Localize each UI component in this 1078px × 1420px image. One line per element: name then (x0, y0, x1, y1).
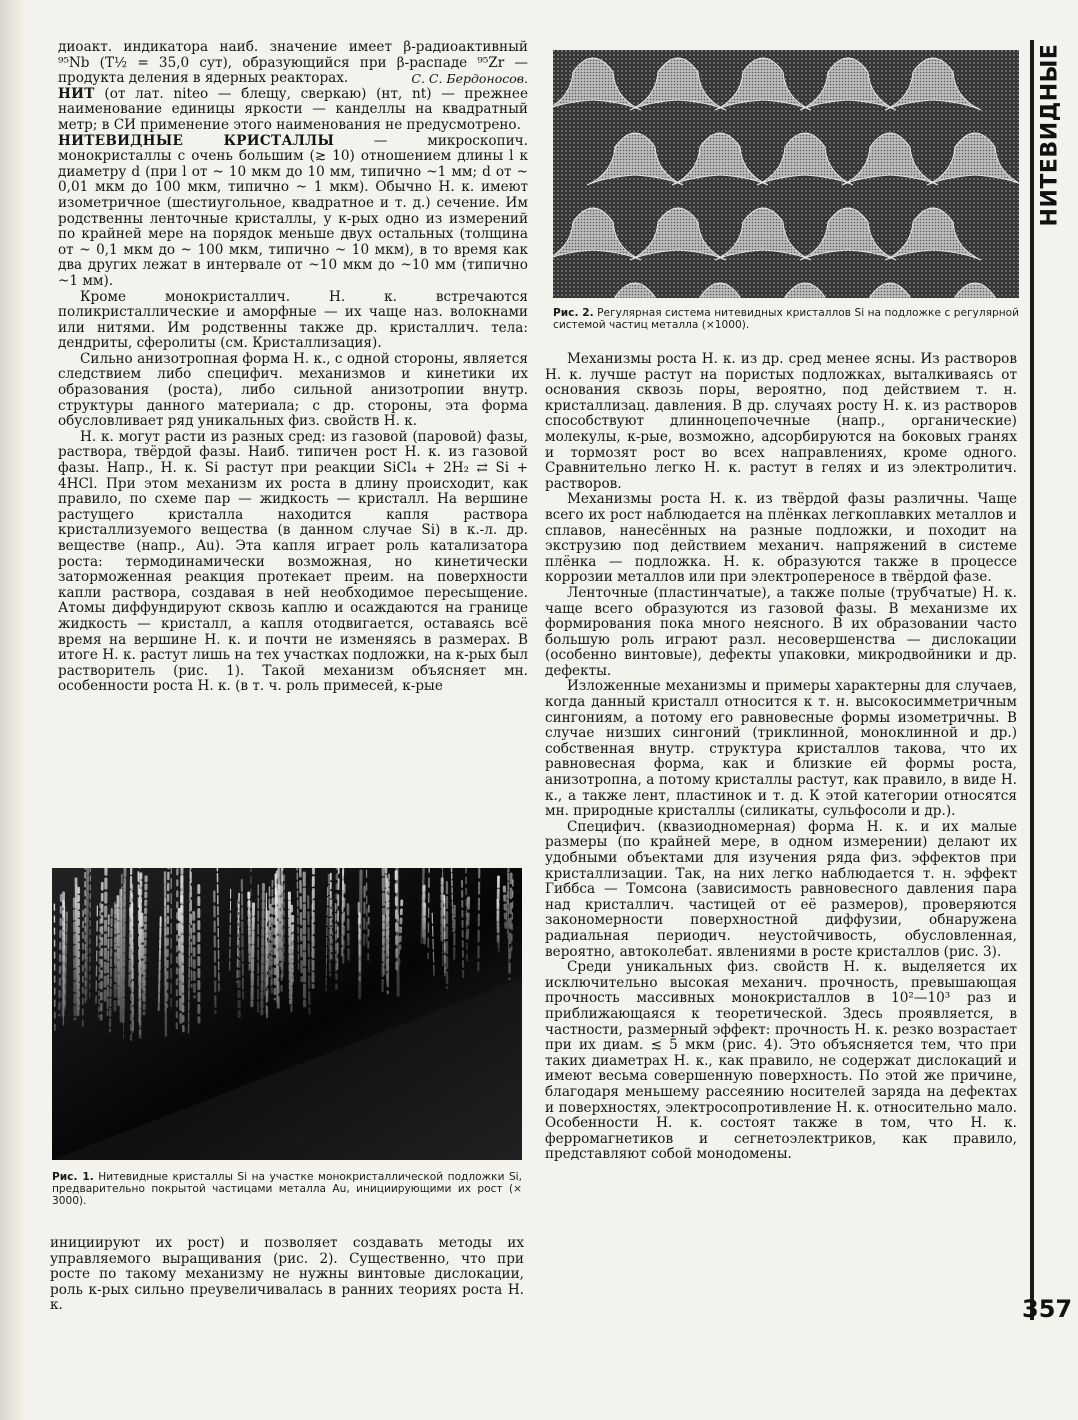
left-column-continued (50, 1236, 524, 1314)
figure-label: Рис. 2. (553, 307, 594, 319)
section-title: НИТЕВИДНЫЕ (1037, 43, 1063, 227)
paragraph-text: диоакт. индикатора наиб. значение имеет β-радиоактивный ⁹⁵Nb (T½ = 35,0 сут), образующийся при β-распаде ⁹⁵Zr — продукта деления в ядерных реакторах. (58, 39, 528, 87)
figure-1-micrograph (52, 868, 522, 1160)
whiskers-micrograph-image (52, 868, 522, 1160)
page-spine-shadow (0, 0, 26, 1420)
left-column (58, 40, 528, 695)
paragraph: инициируют их рост) и позволяет создавать методы их управляемого выращивания (рис. 2). Существенно, что при росте по такому механизму не нужны винтовые дислокации, роль к-рых сильно преувеличивалась в ранних теориях роста Н. к. (50, 1235, 524, 1314)
right-column (545, 352, 1017, 1163)
caption-text: Регулярная система нитевидных кристаллов Si на подложке с регулярной системой частиц металла (×1000). (553, 307, 1019, 331)
figure-1-caption (52, 1171, 522, 1207)
entry-headword: НИТ (58, 85, 95, 102)
figure-2-micrograph (553, 50, 1019, 298)
entry-text: (от лат. niteo — блещу, сверкаю) (нт, nt) — прежнее наименование единицы яркости — канделлы на квадратный метр; в СИ применение этого наименования не предусмотрено. (58, 85, 528, 133)
section-tab (1030, 40, 1070, 230)
paragraph: Механизмы роста Н. к. из твёрдой фазы различны. Чаще всего их рост наблюдается на плёнках легкоплавких металлов и сплавов, нанесённых на разные подложки, и походит на экструзию под действием механич. напряжений в системе плёнка — подложка. Н. к. образуются также в процессе коррозии металлов или при электропереносе в твёрдой фазе. (545, 491, 1017, 586)
author-signature: С. С. Бердоносов. (411, 71, 528, 87)
entry-whiskers (58, 134, 528, 290)
entry-text: — микроскопич. монокристаллы с очень большим (≳ 10) отношением длины l к диаметру d (при l от ~ 10 мкм до 10 мм, типично ~1 мм; d от ~ 0,01 мкм до 100 мкм, типично ~ 1 мкм). Обычно Н. к. имеют изометричное (шестиугольное, квадратное и т. д.) сечение. Им родственны ленточные кристаллы, у к-рых одно из измерений по крайней мере на порядок меньше двух остальных (толщина от ~ 0,1 мкм до ~ 100 мкм, типично ~ 10 мкм), в то время как два других лежат в интервале от ~10 мкм до ~10 мм (типично ~1 мм). (58, 132, 528, 289)
figure-label: Рис. 1. (52, 1171, 94, 1183)
paragraph: Ленточные (пластинчатые), а также полые (трубчатые) Н. к. чаще всего образуются из газовой фазы. В механизме их формирования пока много неясного. В их образовании часто большую роль играют разл. несовершенства — дислокации (особенно винтовые), дефекты упаковки, микродвойники и др. дефекты. (545, 584, 1017, 679)
caption-text: Нитевидные кристаллы Si на участке монокристаллической подложки Si, предварительно покрытой частицами металла Au, инициирующими их рост (× 3000). (52, 1171, 522, 1207)
regular-whiskers-image (553, 50, 1019, 298)
page-number: 357 (1022, 1295, 1073, 1323)
paragraph: Механизмы роста Н. к. из др. сред менее ясны. Из растворов Н. к. лучше растут на пористых подложках, выталкиваясь от основания сквозь поры, вероятно, под действием т. н. кристаллизац. давления. В др. случаях росту Н. к. из растворов способствуют длинноцепочечные (напр., органические) молекулы, к-рые, возможно, адсорбируются на боковых гранях и тормозят рост во всех направлениях, кроме одного. Сравнительно легко Н. к. растут в гелях и из электролитич. растворов. (545, 351, 1017, 492)
paragraph: Специфич. (квазиодномерная) форма Н. к. и их малые размеры (по крайней мере, в одном измерении) делают их удобными объектами для изучения ряда физ. эффектов при кристаллизации. Так, на них легко наблюдается т. н. эффект Гиббса — Томсона (зависимость равновесного давления пара над кристаллич. частицей от её размеров), проверяются закономерности поверхностной диффузии, обнаружена радиальная периодич. неустойчивость, обусловленная, вероятно, автоколебат. явлениями в росте кристаллов (рис. 3). (545, 818, 1017, 960)
paragraph: Н. к. могут расти из разных сред: из газовой (паровой) фазы, раствора, твёрдой фазы. Наиб. типичен рост Н. к. из газовой фазы. Напр., Н. к. Si растут при реакции SiCl₄ + 2H₂ ⇄ Si + 4HCl. При этом механизм их роста в длину происходит, как правило, по схеме пар — жидкость — кристалл. На вершине растущего кристалла находится капля раствора кристаллизуемого вещества (в данном случае Si) в к.-л. др. веществе (напр., Au). Эта капля играет роль катализатора роста: термодинамически возможная, но кинетически заторможенная реакция протекает преим. на поверхности капли раствора, создавая в ней необходимое пересыщение. Атомы диффундируют сквозь каплю и осаждаются на границе жидкость — кристалл, а капля отодвигается, оставаясь всё время на вершине Н. к. и почти не изменяясь в размерах. В итоге Н. к. растут лишь на тех участках подложки, на к-рых был растворитель (рис. 1). Такой механизм объясняет мн. особенности роста Н. к. (в т. ч. роль примесей, к-рые (58, 428, 528, 695)
entry-headword: НИТЕВИДНЫЕ КРИСТАЛЛЫ (58, 132, 335, 149)
figure-2-caption (553, 307, 1019, 331)
paragraph: Среди уникальных физ. свойств Н. к. выделяется их исключительно высокая механич. прочность, превышающая прочность массивных монокристаллов в 10²—10³ раз и приближающаяся к теоретической. Здесь проявляется, в частности, размерный эффект: прочность Н. к. резко возрастает при их диам. ≲ 5 мкм (рис. 4). Это объясняется тем, что при таких диаметрах Н. к., как правило, не содержат дислокаций и имеют весьма совершенную поверхность. По этой же причине, благодаря меньшему рассеянию носителей заряда на дефектах и поверхностях, электросопротивление Н. к. относительно мало. Особенности Н. к. состоят также в том, что Н. к. ферромагнетиков и сегнетоэлектриков, как правило, представляют собой монодомены. (545, 959, 1017, 1163)
entry-nit (58, 87, 528, 134)
paragraph: Изложенные механизмы и примеры характерны для случаев, когда данный кристалл относится к т. н. высокосимметричным сингониям, а потому его равновесные формы изометричны. В случае низших сингоний (триклинной, моноклинной и др.) собственная внутр. структура кристаллов такова, что их равновесная форма, как и близкие ей формы роста, анизотропна, а потому кристаллы растут, как правило, в виде Н. к., а также лент, пластинок и т. д. К этой категории относятся мн. природные кристаллы (силикаты, сульфосоли и др.). (545, 678, 1017, 820)
section-rule (1030, 40, 1034, 1320)
paragraph: Сильно анизотропная форма Н. к., с одной стороны, является следствием либо специфич. механизмов и кинетики их образования (роста), либо сильной анизотропии внутр. структуры данного материала; с др. стороны, эта форма обусловливает ряд уникальных физ. свойств Н. к. (58, 350, 528, 430)
paragraph: Кроме монокристаллич. Н. к. встречаются поликристаллические и аморфные — их чаще наз. волокнами или нитями. Им родственны также др. кристаллич. тела: дендриты, сферолиты (см. Кристаллизация). (58, 288, 528, 352)
